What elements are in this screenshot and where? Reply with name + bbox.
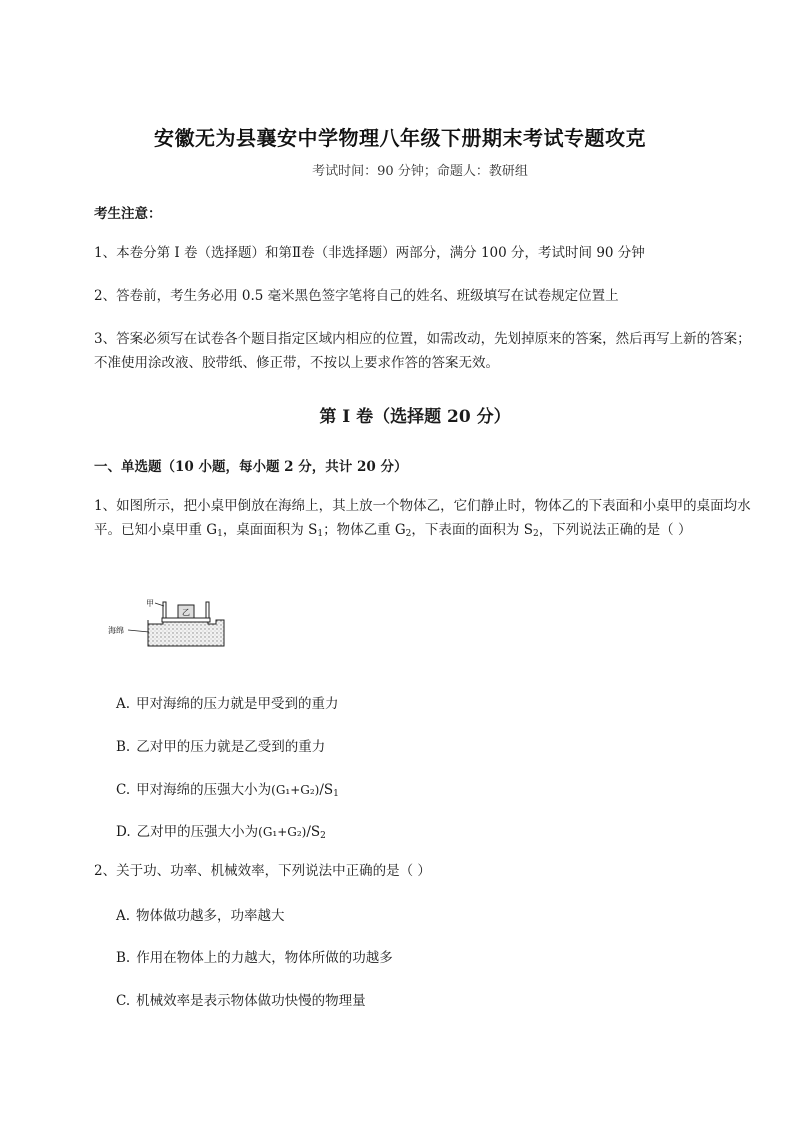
option-c[interactable] [116,778,339,799]
option-text: 乙对甲的压强大小为 [136,824,259,840]
subscript: 1 [333,789,339,799]
option-text: /S [319,782,334,798]
option-letter: D. [116,824,131,840]
option-text: /S [306,824,321,840]
subscript: 2 [320,831,326,841]
option-c[interactable] [116,989,366,1009]
option-a[interactable] [116,904,285,924]
subscript: 1 [217,529,223,539]
stem-text: ；物体乙重 G [323,522,406,538]
option-text: 甲对海绵的压力就是甲受到的重力 [136,696,339,712]
sponge-label: 海绵 [108,626,124,635]
question-1-stem [94,494,754,546]
sponge-block [148,620,224,646]
section-title: 第 I 卷（选择题 20 分） [319,407,511,427]
notice-heading: 考生注意： [94,206,162,222]
stem-text: ，桌面面积为 S [222,522,318,538]
table-label: 甲 [146,599,154,608]
notice-item: 2、答卷前，考生务必用 0.5 毫米黑色签字笔将自己的姓名、班级填写在试卷规定位置上 [94,288,619,304]
table-leg [206,602,209,618]
option-letter: B. [116,950,131,966]
exam-info: 考试时间：90 分钟；命题人：教研组 [312,164,528,179]
object-label: 乙 [182,608,190,617]
stem-text: ，下列说法正确的是（ ） [538,522,692,538]
subscript: 1 [317,529,324,539]
question-2-stem: 2、关于功、功率、机械效率，下列说法中正确的是（ ） [94,863,431,879]
stem-text: 1、如图所示，把小桌甲倒放在海绵上，其上放一个物体乙，它们静止时，物体乙的下表面和小桌甲的桌面均水平。已知小桌甲重 G [94,498,751,538]
option-formula: (G₁+G₂) [271,783,320,797]
option-text: 甲对海绵的压强大小为 [136,782,272,798]
table-top [162,618,210,622]
sponge-table-figure [108,596,228,650]
table-leg [163,602,166,618]
option-d[interactable] [116,820,326,841]
option-letter: A. [116,908,131,924]
option-a[interactable] [116,692,339,712]
option-letter: A. [116,696,131,712]
option-text: 机械效率是表示物体做功快慢的物理量 [136,993,366,1009]
option-b[interactable] [116,735,325,755]
option-formula: (G₁+G₂) [258,825,307,839]
subscript: 2 [532,529,539,539]
option-text: 乙对甲的压力就是乙受到的重力 [136,739,326,755]
option-b[interactable] [116,946,393,966]
stem-text: ，下表面的面积为 S [411,522,533,538]
option-letter: C. [116,782,131,798]
notice-item: 1、本卷分第 I 卷（选择题）和第Ⅱ卷（非选择题）两部分，满分 100 分，考试时间 90 分钟 [94,245,645,261]
page-title: 安徽无为县襄安中学物理八年级下册期末考试专题攻克 [154,126,646,150]
option-letter: B. [116,739,131,755]
part-heading: 一、单选题（10 小题，每小题 2 分，共计 20 分） [94,459,408,475]
subscript: 2 [405,529,412,539]
option-text: 作用在物体上的力越大，物体所做的功越多 [136,950,393,966]
option-letter: C. [116,993,131,1009]
notice-item: 3、答案必须写在试卷各个题目指定区域内相应的位置，如需改动，先划掉原来的答案，然后再写上新的答案；不准使用涂改液、胶带纸、修正带，不按以上要求作答的答案无效。 [94,331,751,371]
sponge-pointer [128,630,149,632]
option-text: 物体做功越多，功率越大 [136,908,285,924]
